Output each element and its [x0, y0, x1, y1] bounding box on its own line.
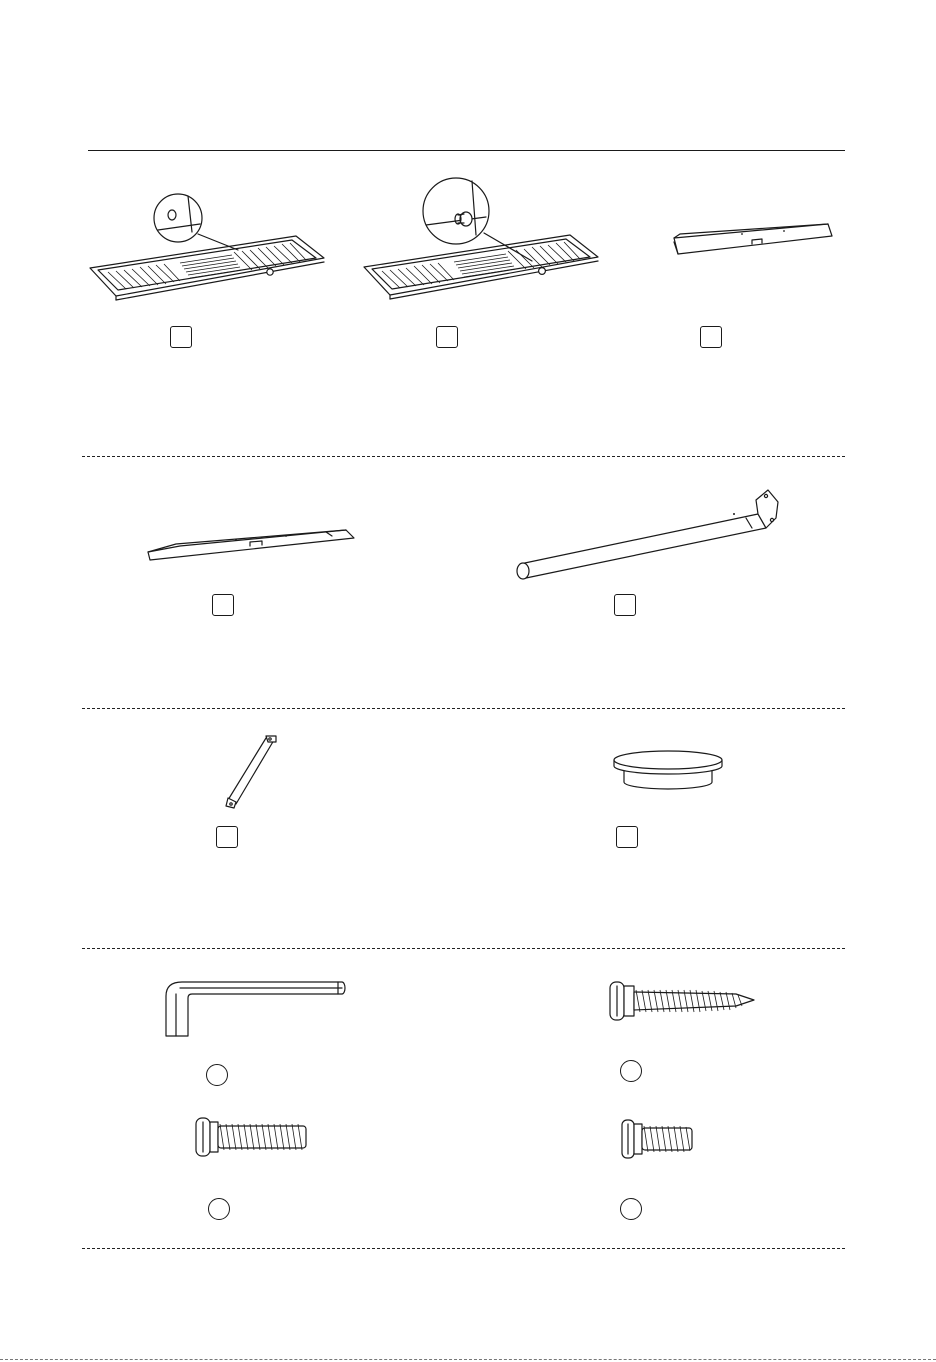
short-bolt-icon: [618, 1116, 698, 1162]
part-label-foot-cap: [616, 826, 638, 848]
slatted-panel-with-hole-icon: [88, 190, 328, 302]
hardware-label-short-bolt: [620, 1198, 642, 1220]
section-divider: [82, 708, 845, 709]
part-label-panel-a: [170, 326, 192, 348]
wood-screw-icon: [606, 978, 758, 1024]
foot-cap-icon: [612, 748, 724, 792]
page-edge: [0, 1359, 936, 1360]
tube-leg-icon: [512, 486, 784, 582]
hardware-label-allen-key: [206, 1064, 228, 1086]
brace-strip-icon: [220, 734, 280, 810]
header-rule: [88, 150, 845, 151]
part-label-panel-b: [436, 326, 458, 348]
part-label-short-rail: [700, 326, 722, 348]
hardware-label-long-bolt: [208, 1198, 230, 1220]
long-rail-bar-icon: [146, 526, 358, 564]
part-label-tube-leg: [614, 594, 636, 616]
section-divider: [82, 1248, 845, 1249]
part-label-long-rail: [212, 594, 234, 616]
slatted-panel-with-pin-icon: [362, 175, 602, 300]
section-divider: [82, 456, 845, 457]
part-label-brace: [216, 826, 238, 848]
long-bolt-icon: [192, 1114, 312, 1160]
rail-bar-icon: [672, 222, 836, 258]
allen-key-icon: [162, 974, 348, 1040]
section-divider: [82, 948, 845, 949]
hardware-label-wood-screw: [620, 1060, 642, 1082]
